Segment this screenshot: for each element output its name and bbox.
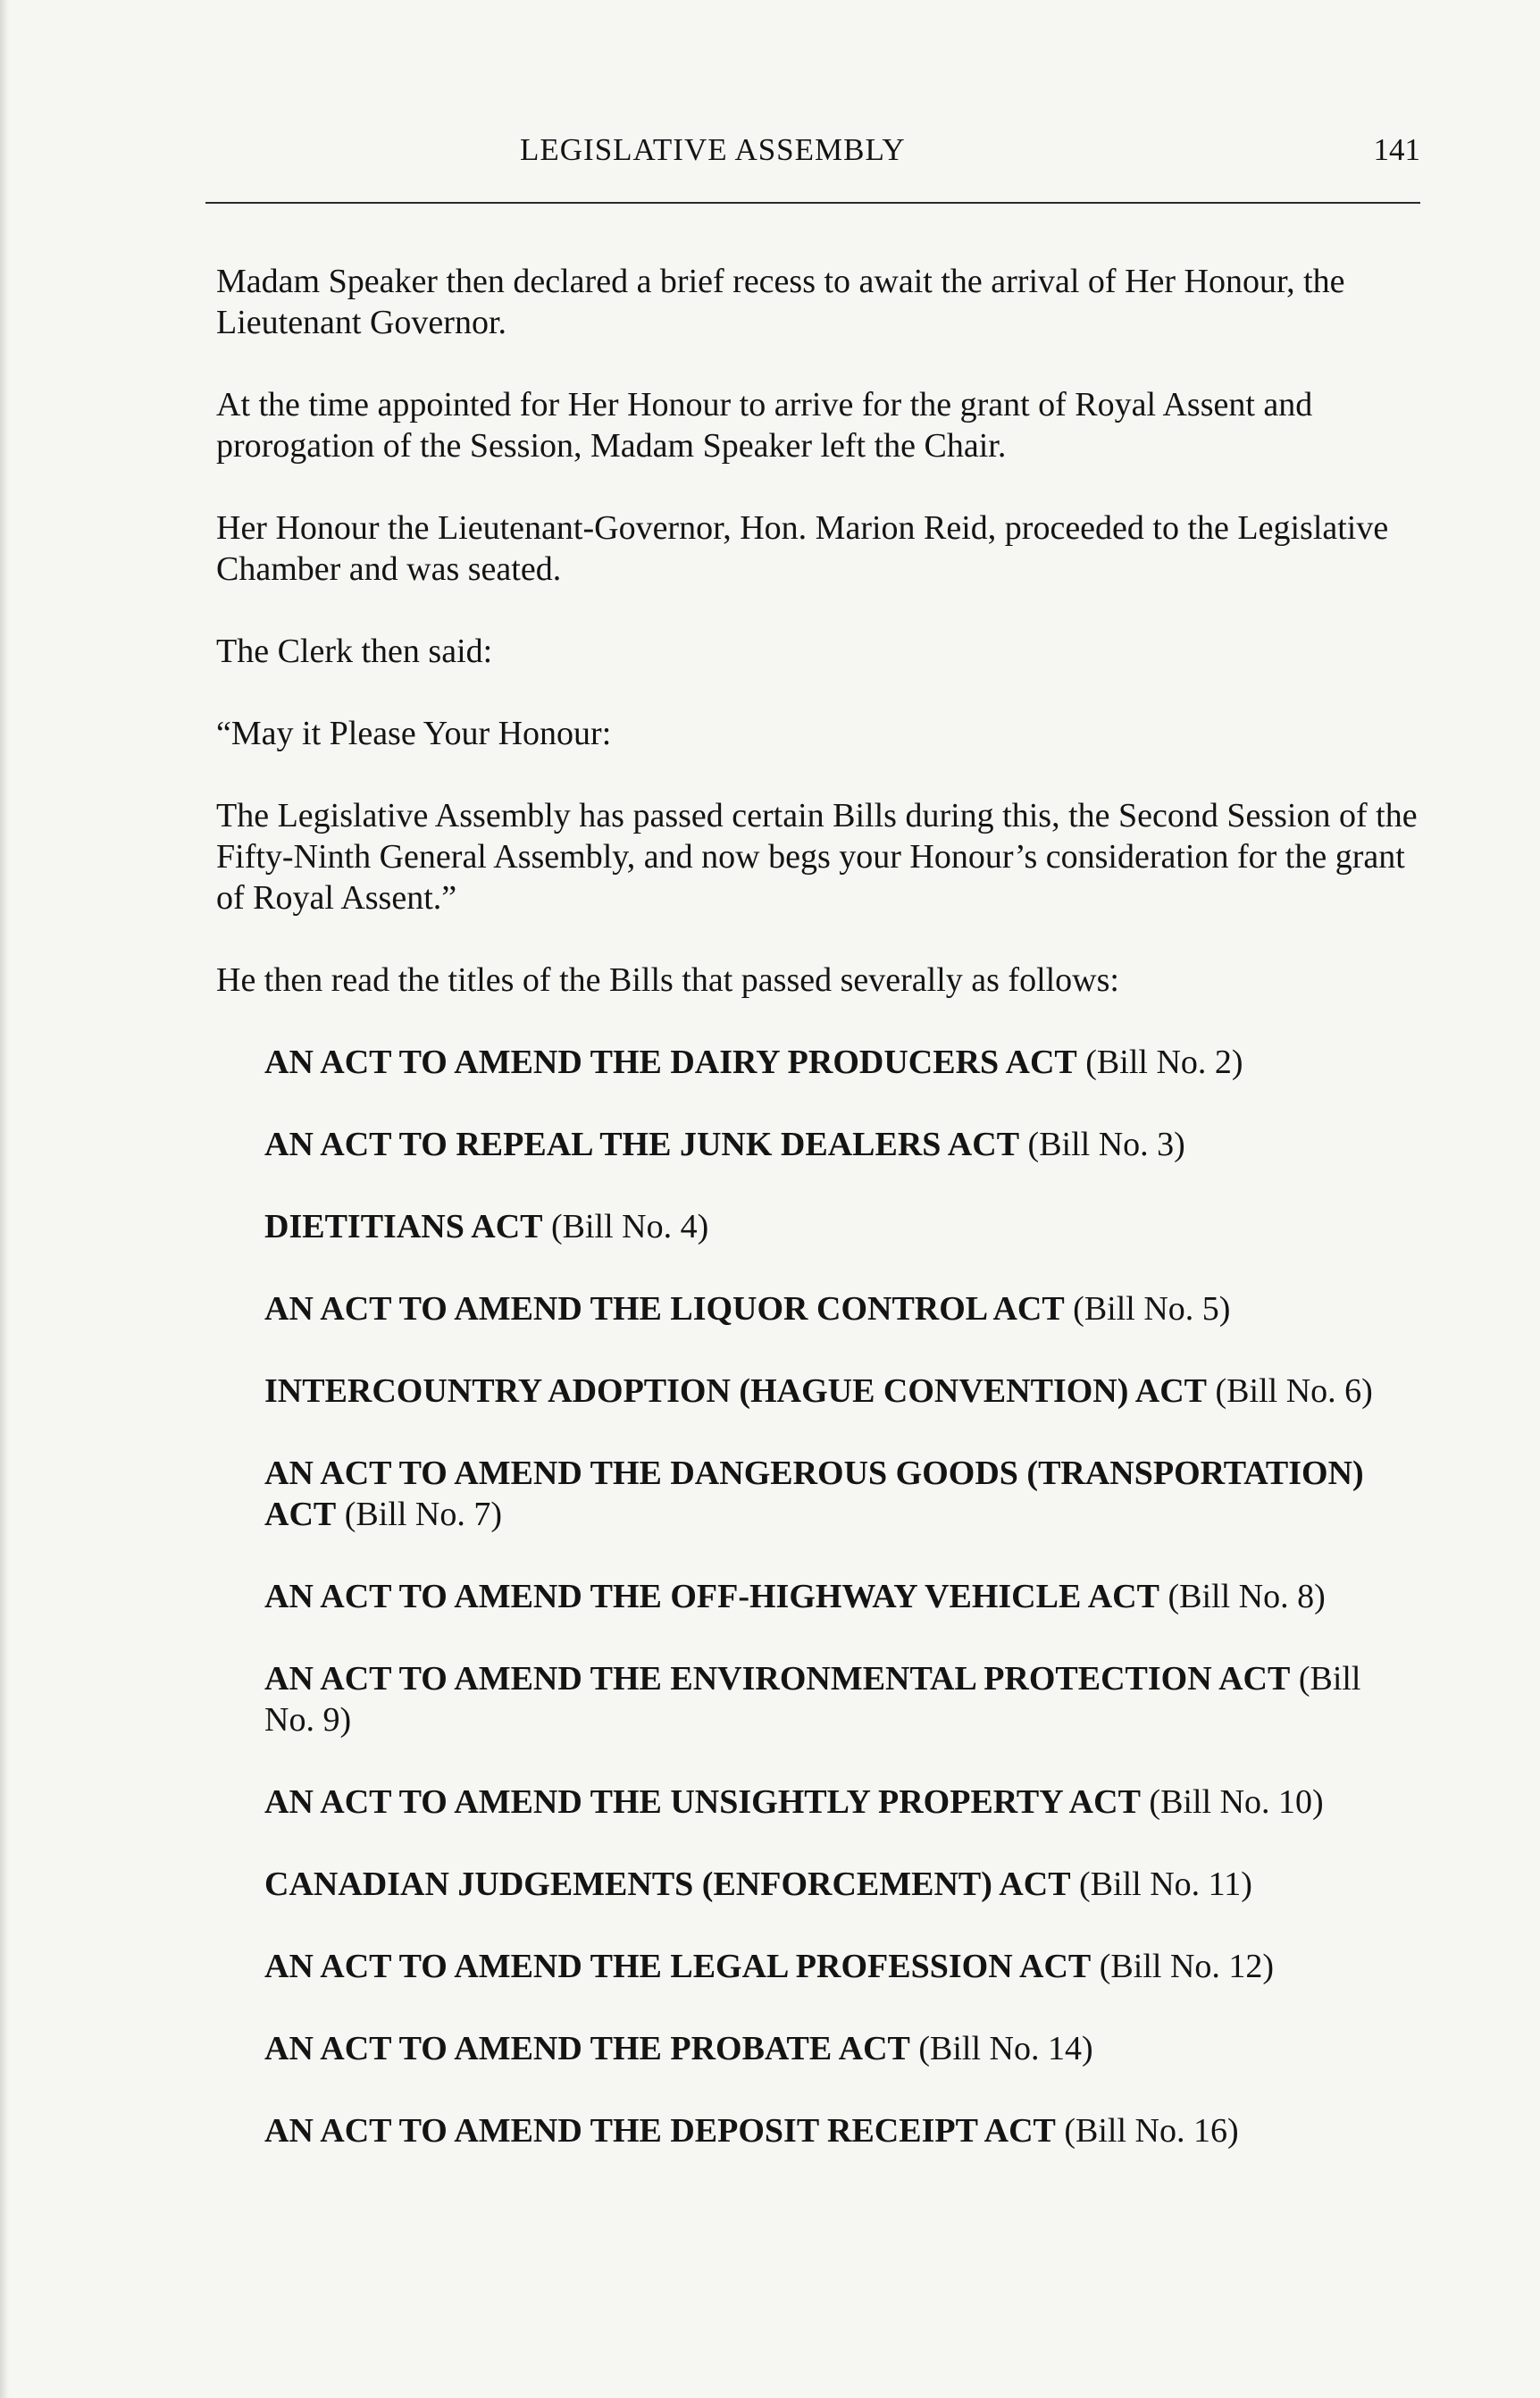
bill-number: (Bill No. 10) xyxy=(1149,1783,1324,1821)
bill-title: AN ACT TO AMEND THE PROBATE ACT xyxy=(264,2030,910,2067)
bill-number: (Bill No. 16) xyxy=(1064,2112,1239,2150)
bill-title: AN ACT TO AMEND THE OFF-HIGHWAY VEHICLE ACT xyxy=(264,1578,1159,1615)
page-body xyxy=(216,261,1419,2193)
paragraph-speaker-left-chair: At the time appointed for Her Honour to arrive for the grant of Royal Assent and prorogation of the Session, Madam Speaker left the Chair. xyxy=(216,386,1313,465)
bill-title: DIETITIANS ACT xyxy=(264,1208,543,1245)
page-header xyxy=(205,132,1420,179)
bill-item xyxy=(264,2028,1419,2069)
paragraph-recess: Madam Speaker then declared a brief recess to await the arrival of Her Honour, the Lieutenant Governor. xyxy=(216,263,1345,341)
bill-item xyxy=(264,1124,1419,1165)
running-head: LEGISLATIVE ASSEMBLY xyxy=(520,132,906,167)
bill-number: (Bill No. 12) xyxy=(1099,1948,1275,1985)
bill-item xyxy=(264,1864,1419,1905)
bill-number: (Bill No. 14) xyxy=(918,2030,1093,2067)
bill-title: AN ACT TO AMEND THE ENVIRONMENTAL PROTECTION ACT xyxy=(264,1660,1291,1698)
bill-item xyxy=(264,1453,1419,1535)
paragraph-titles-read: He then read the titles of the Bills that passed severally as follows: xyxy=(216,961,1119,999)
bill-number: (Bill No. 2) xyxy=(1085,1044,1243,1081)
bill-title: AN ACT TO AMEND THE LEGAL PROFESSION ACT xyxy=(264,1948,1092,1985)
bill-item xyxy=(264,1782,1419,1823)
bill-title: AN ACT TO AMEND THE DEPOSIT RECEIPT ACT xyxy=(264,2112,1056,2150)
bill-item xyxy=(264,1042,1419,1083)
bill-item xyxy=(264,2110,1419,2151)
bill-title: AN ACT TO AMEND THE DAIRY PRODUCERS ACT xyxy=(264,1044,1077,1081)
bill-number: (Bill No. 7) xyxy=(344,1496,503,1533)
bill-number: (Bill No. 6) xyxy=(1215,1372,1373,1410)
bill-number: (Bill No. 5) xyxy=(1073,1290,1231,1328)
bill-number: (Bill No. 4) xyxy=(551,1208,709,1245)
bill-item xyxy=(264,1371,1419,1412)
bill-title: AN ACT TO AMEND THE LIQUOR CONTROL ACT xyxy=(264,1290,1065,1328)
bill-number: (Bill No. 11) xyxy=(1079,1866,1252,1903)
bill-item xyxy=(264,1576,1419,1617)
header-rule xyxy=(205,202,1420,204)
bill-title: AN ACT TO AMEND THE UNSIGHTLY PROPERTY ACT xyxy=(264,1783,1141,1821)
bill-item xyxy=(264,1206,1419,1247)
bill-item xyxy=(264,1946,1419,1987)
bill-number: (Bill No. 9) xyxy=(264,1660,1361,1739)
bill-title: INTERCOUNTRY ADOPTION (HAGUE CONVENTION) ACT xyxy=(264,1372,1208,1410)
bill-title: AN ACT TO AMEND THE DANGEROUS GOODS (TRANSPORTATION) ACT xyxy=(264,1455,1364,1533)
bill-list xyxy=(264,1042,1419,2151)
paragraph-clerk-said: The Clerk then said: xyxy=(216,633,493,670)
paragraph-bills-passed: The Legislative Assembly has passed certain Bills during this, the Second Session of the Fifty-Ninth General Assembly, and now begs your Honour’s consideration for the grant of Royal Assent.” xyxy=(216,797,1418,917)
bill-item xyxy=(264,1288,1419,1329)
paragraph-lieutenant-governor-seated: Her Honour the Lieutenant-Governor, Hon. Marion Reid, proceeded to the Legislative Chamber and was seated. xyxy=(216,509,1389,588)
bill-title: AN ACT TO REPEAL THE JUNK DEALERS ACT xyxy=(264,1126,1020,1163)
bill-number: (Bill No. 8) xyxy=(1168,1578,1326,1615)
page-edge-shadow xyxy=(0,0,9,2398)
paragraph-address: “May it Please Your Honour: xyxy=(216,715,612,752)
bill-title: CANADIAN JUDGEMENTS (ENFORCEMENT) ACT xyxy=(264,1866,1071,1903)
bill-item xyxy=(264,1658,1419,1740)
page-number: 141 xyxy=(1373,132,1420,167)
bill-number: (Bill No. 3) xyxy=(1027,1126,1185,1163)
